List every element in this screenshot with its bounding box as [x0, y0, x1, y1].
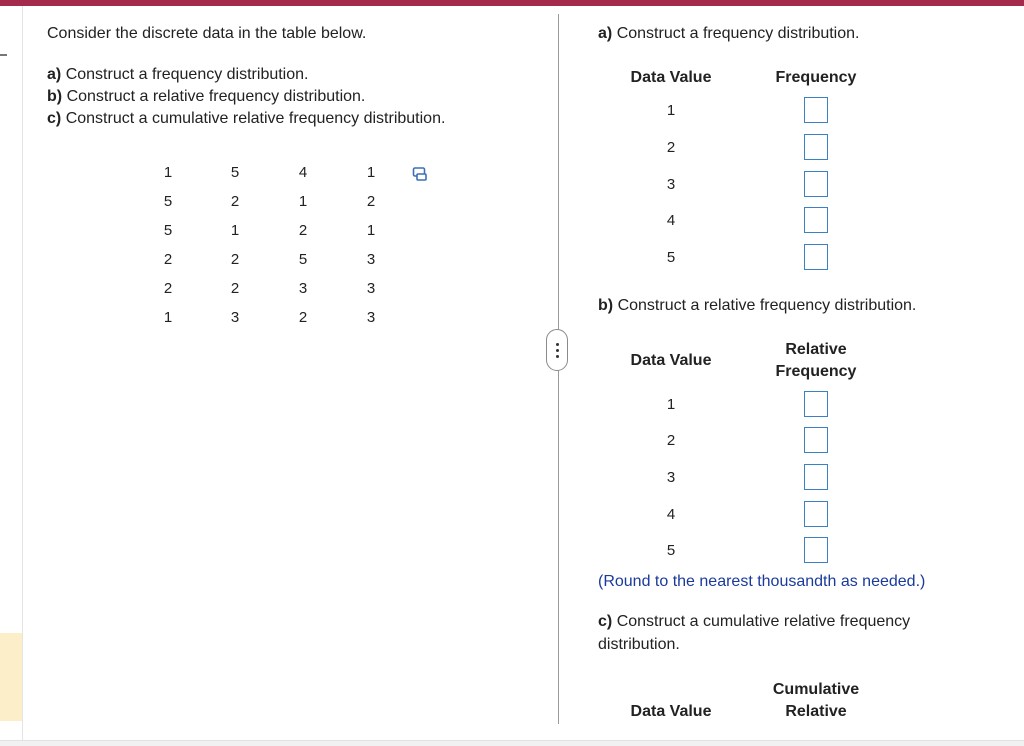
- a-value: 3: [666, 176, 676, 193]
- part-c-text: Construct a cumulative relative frequency distribution.: [65, 110, 446, 127]
- copy-table-icon[interactable]: [412, 166, 428, 182]
- c-col-relative: Relative: [785, 703, 847, 720]
- divider-drag-handle[interactable]: [546, 329, 568, 371]
- a-value: 2: [666, 139, 676, 156]
- question-intro: Consider the discrete data in the table below.: [47, 25, 367, 42]
- b-value: 5: [666, 542, 676, 559]
- answer-c-label: c): [598, 613, 613, 630]
- part-c-label: c): [47, 110, 62, 127]
- question-part-b: [47, 86, 365, 108]
- a-value: 4: [666, 212, 676, 229]
- c-col-data-value: Data Value: [630, 703, 712, 720]
- part-b-label: b): [47, 88, 63, 105]
- c-col-cumulative: Cumulative: [772, 681, 860, 698]
- answer-a-label: a): [598, 25, 613, 42]
- answer-c-heading-cont: distribution.: [598, 636, 680, 653]
- b-relative-frequency-input-2[interactable]: [804, 427, 828, 453]
- b-value: 3: [666, 469, 676, 486]
- left-side-tab[interactable]: [0, 633, 22, 721]
- b-col-relative: Relative: [785, 341, 847, 358]
- data-cell: 2: [230, 280, 240, 297]
- answer-b-heading: [598, 295, 916, 317]
- b-value: 4: [666, 506, 676, 523]
- a-frequency-input-3[interactable]: [804, 171, 828, 197]
- data-cell: 3: [366, 309, 376, 326]
- data-cell: 3: [366, 251, 376, 268]
- question-part-c: [47, 108, 445, 130]
- data-cell: 1: [163, 164, 173, 181]
- a-value: 1: [666, 102, 676, 119]
- answer-b-label: b): [598, 297, 614, 314]
- data-cell: 2: [298, 309, 308, 326]
- b-relative-frequency-input-4[interactable]: [804, 501, 828, 527]
- a-frequency-input-5[interactable]: [804, 244, 828, 270]
- answer-c-text: Construct a cumulative relative frequency: [616, 613, 911, 630]
- left-gutter-line: [22, 6, 23, 741]
- left-edge-marker: [0, 54, 7, 56]
- data-cell: 2: [230, 193, 240, 210]
- answer-a-text: Construct a frequency distribution.: [616, 25, 860, 42]
- data-cell: 1: [366, 164, 376, 181]
- question-part-a: [47, 64, 308, 86]
- data-cell: 1: [163, 309, 173, 326]
- b-value: 1: [666, 396, 676, 413]
- a-col-frequency: Frequency: [775, 69, 857, 86]
- top-accent-bar: [0, 0, 1024, 6]
- a-frequency-input-2[interactable]: [804, 134, 828, 160]
- b-relative-frequency-input-5[interactable]: [804, 537, 828, 563]
- a-frequency-input-1[interactable]: [804, 97, 828, 123]
- data-cell: 4: [298, 164, 308, 181]
- data-cell: 3: [366, 280, 376, 297]
- data-cell: 5: [298, 251, 308, 268]
- a-frequency-input-4[interactable]: [804, 207, 828, 233]
- part-a-text: Construct a frequency distribution.: [65, 66, 309, 83]
- rounding-note: (Round to the nearest thousandth as needed.): [598, 573, 926, 590]
- answer-a-heading: [598, 23, 859, 45]
- data-cell: 5: [230, 164, 240, 181]
- data-cell: 5: [163, 193, 173, 210]
- b-value: 2: [666, 432, 676, 449]
- data-cell: 1: [366, 222, 376, 239]
- answer-c-heading: [598, 611, 910, 633]
- part-b-text: Construct a relative frequency distribution.: [66, 88, 366, 105]
- b-col-data-value: Data Value: [630, 352, 712, 369]
- part-a-label: a): [47, 66, 62, 83]
- answer-b-text: Construct a relative frequency distribution.: [617, 297, 917, 314]
- data-cell: 5: [163, 222, 173, 239]
- data-cell: 3: [298, 280, 308, 297]
- data-cell: 2: [230, 251, 240, 268]
- bottom-border: [0, 740, 1024, 746]
- data-cell: 2: [163, 251, 173, 268]
- data-cell: 1: [230, 222, 240, 239]
- a-col-data-value: Data Value: [630, 69, 712, 86]
- b-relative-frequency-input-3[interactable]: [804, 464, 828, 490]
- data-cell: 3: [230, 309, 240, 326]
- b-relative-frequency-input-1[interactable]: [804, 391, 828, 417]
- a-value: 5: [666, 249, 676, 266]
- data-cell: 2: [163, 280, 173, 297]
- b-col-frequency: Frequency: [775, 363, 857, 380]
- data-cell: 1: [298, 193, 308, 210]
- data-cell: 2: [298, 222, 308, 239]
- data-cell: 2: [366, 193, 376, 210]
